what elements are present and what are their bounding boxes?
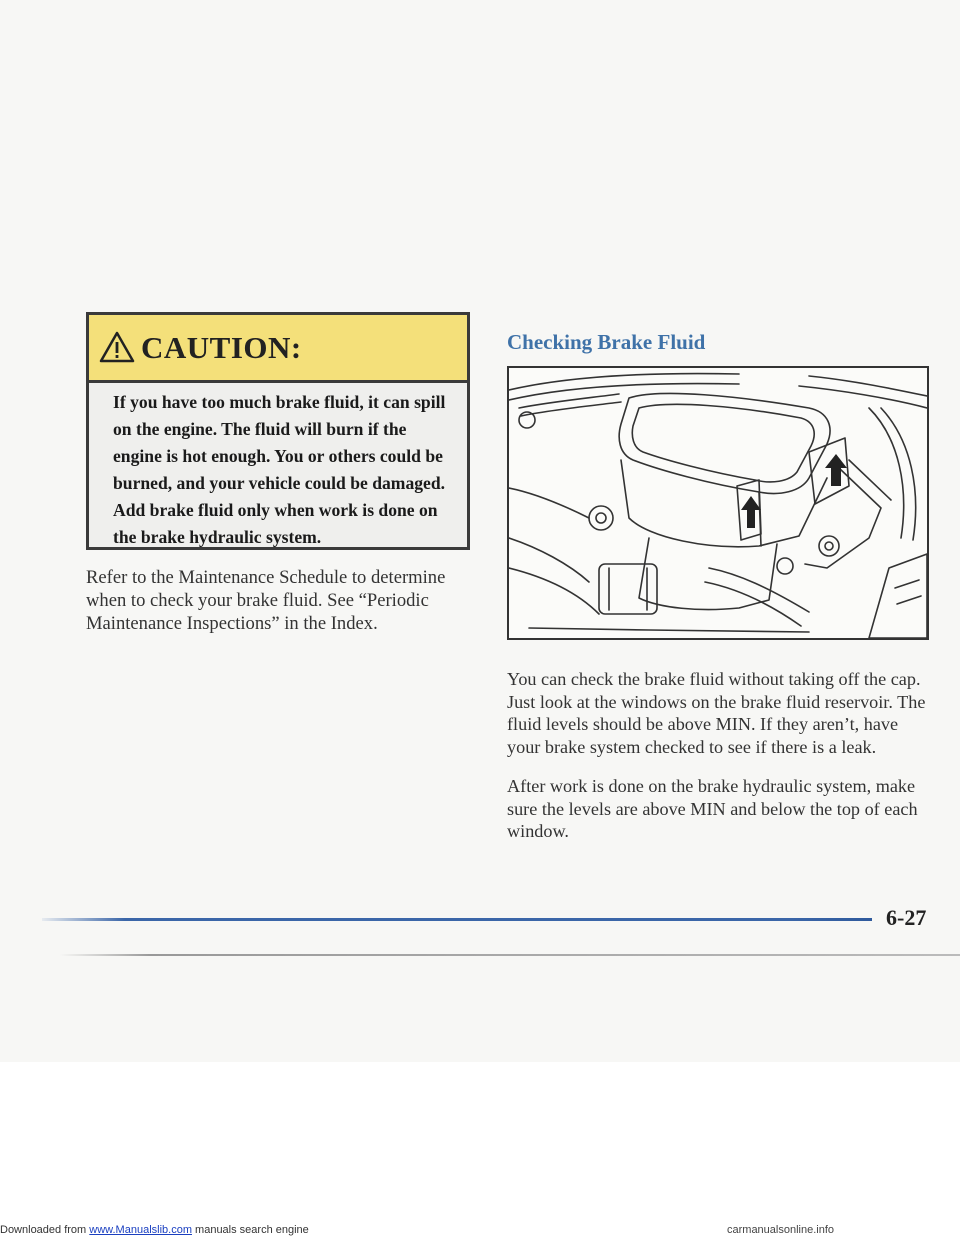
manualslib-link[interactable]: www.Manualslib.com — [89, 1224, 192, 1236]
caution-text: If you have too much brake fluid, it can spill on the engine. The fluid will burn if the engine is hot enough. You or others could be burned, and your vehicle could be damaged. Add brake fluid only when work is done on the brake hydraulic system. — [113, 392, 446, 547]
check-fluid-paragraph: You can check the brake fluid without taking off the cap. Just look at the windows on the brake fluid reservoir. The fluid levels should be above MIN. If they aren’t, have your brake system checked to see if there is a leak. — [507, 669, 926, 757]
brake-fluid-reservoir-illustration — [507, 366, 929, 640]
caution-box — [86, 312, 470, 550]
caution-header — [89, 315, 467, 383]
section-title: Checking Brake Fluid — [507, 330, 706, 354]
page-margin — [0, 1062, 960, 1242]
footer-suffix: manuals search engine — [191, 1224, 309, 1236]
footer-prefix: Downloaded from — [0, 1224, 90, 1236]
warning-triangle-icon — [99, 331, 135, 363]
footer-divider — [42, 918, 872, 921]
reservoir-line-drawing — [509, 368, 927, 638]
after-work-paragraph: After work is done on the brake hydraulic system, make sure the levels are above MIN and below the top of each window. — [507, 776, 918, 841]
watermark-text: carmanualsonline.info — [727, 1224, 835, 1236]
download-footer — [0, 1224, 309, 1236]
caution-title: CAUTION: — [141, 330, 302, 365]
page-number: 6-27 — [886, 905, 927, 930]
page-edge-line — [60, 954, 960, 956]
maintenance-reference-paragraph: Refer to the Maintenance Schedule to determine when to check your brake fluid. See “Periodic Maintenance Inspections” in the Index. — [86, 567, 446, 634]
